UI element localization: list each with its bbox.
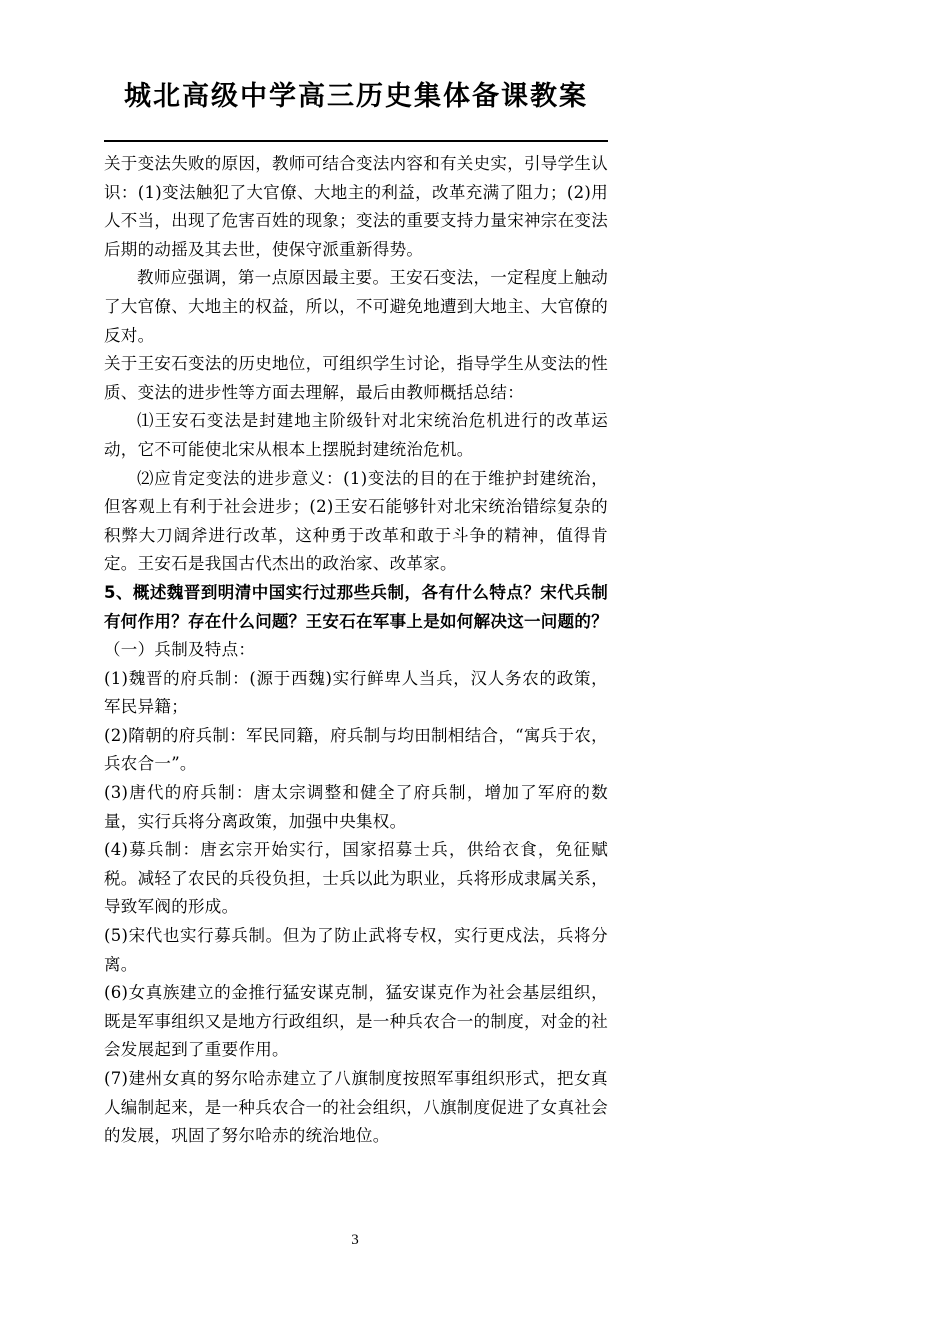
header-divider <box>104 140 608 142</box>
list-item-song: (5)宋代也实行募兵制。但为了防止武将专权，实行更戍法，兵将分离。 <box>104 926 608 974</box>
list-item-mubing: (4)募兵制：唐玄宗开始实行，国家招募士兵，供给衣食，免征赋税。减轻了农民的兵役负担，士兵以此为职业，兵将形成隶属关系，导致军阀的形成。 <box>104 840 608 917</box>
page-header-title: 城北高级中学高三历史集体备课教案 <box>124 81 588 112</box>
page-number: 3 <box>351 1232 359 1248</box>
paragraph-historical-status: 关于王安石变法的历史地位，可组织学生讨论，指导学生从变法的性质、变法的进步性等方面去理解，最后由教师概括总结： <box>104 354 608 402</box>
paragraph-point-1: ⑴王安石变法是封建地主阶级针对北宋统治危机进行的改革运动，它不可能使北宋从根本上摆脱封建统治危机。 <box>104 411 608 459</box>
document-body <box>104 150 608 1151</box>
list-item-sui: (2)隋朝的府兵制：军民同籍，府兵制与均田制相结合，“寓兵于农，兵农合一”。 <box>104 725 608 774</box>
list-item-tang: (3)唐代的府兵制：唐太宗调整和健全了府兵制，增加了军府的数量，实行兵将分离政策，加强中央集权。 <box>104 783 608 831</box>
paragraph-failure-reasons: 关于变法失败的原因，教师可结合变法内容和有关史实，引导学生认识：(1)变法触犯了大官僚、大地主的利益，改革充满了阻力；(2)用人不当，出现了危害百姓的现象；变法的重要支持力量宋神宗在变法后期的动摇及其去世，使保守派重新得势。 <box>104 154 608 259</box>
question-heading: 5、概述魏晋到明清中国实行过那些兵制，各有什么特点？宋代兵制有何作用？存在什么问题？王安石在军事上是如何解决这一问题的？ <box>104 582 608 631</box>
paragraph-point-2: ⑵应肯定变法的进步意义：(1)变法的目的在于维护封建统治，但客观上有利于社会进步；(2)王安石能够针对北宋统治错综复杂的积弊大刀阔斧进行改革，这种勇于改革和敢于斗争的精神，值得肯定。王安石是我国古代杰出的政治家、改革家。 <box>104 468 608 574</box>
list-item-jin: (6)女真族建立的金推行猛安谋克制，猛安谋克作为社会基层组织，既是军事组织又是地方行政组织，是一种兵农合一的制度，对金的社会发展起到了重要作用。 <box>104 983 608 1060</box>
list-item-weijin: (1)魏晋的府兵制：(源于西魏)实行鲜卑人当兵，汉人务农的政策，军民异籍； <box>104 668 608 717</box>
paragraph-main-reason: 教师应强调，第一点原因最主要。王安石变法，一定程度上触动了大官僚、大地主的权益，所以，不可避免地遭到大地主、大官僚的反对。 <box>104 268 608 345</box>
section-subheading: （一）兵制及特点： <box>104 640 256 660</box>
list-item-qing: (7)建州女真的努尔哈赤建立了八旗制度按照军事组织形式，把女真人编制起来，是一种兵农合一的社会组织，八旗制度促进了女真社会的发展，巩固了努尔哈赤的统治地位。 <box>104 1069 608 1146</box>
